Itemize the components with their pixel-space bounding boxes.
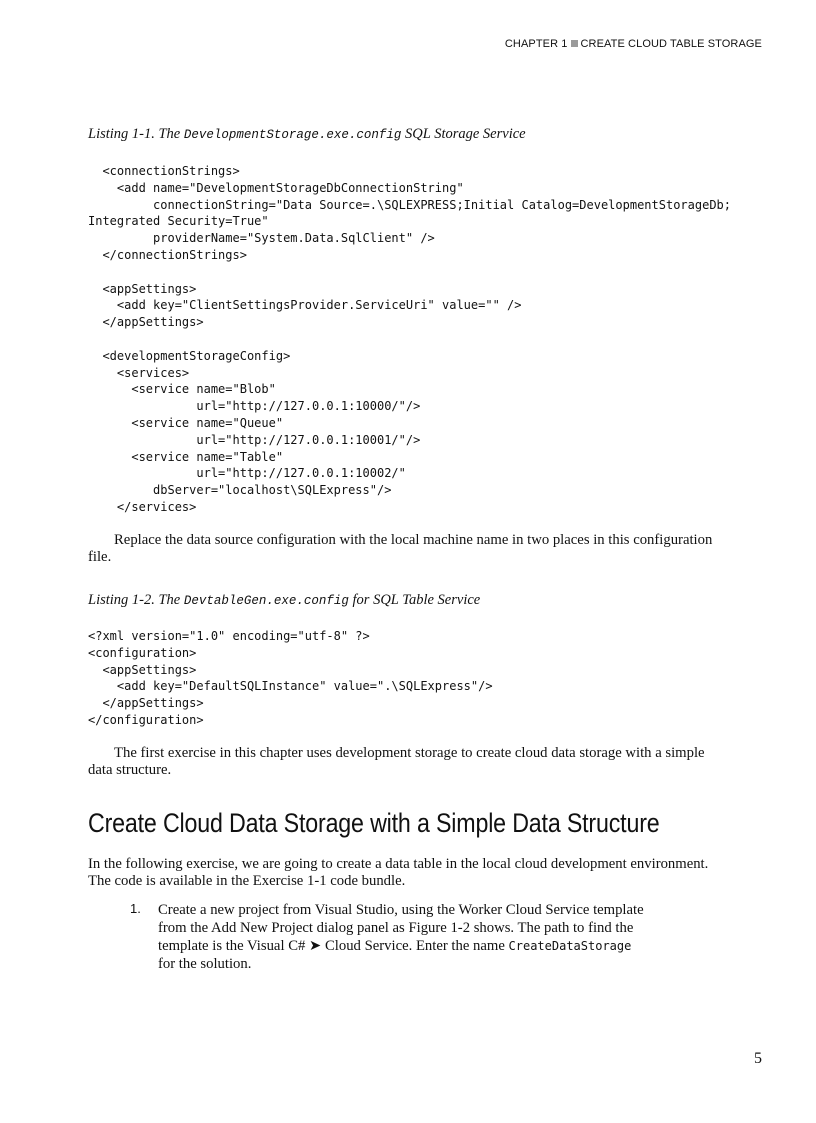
listing-1-filename: DevelopmentStorage.exe.config	[183, 128, 402, 142]
step-number: 1.	[130, 901, 141, 916]
listing-2-caption: Listing 1-2. The DevtableGen.exe.config for SQL Table Service	[88, 592, 481, 608]
code-listing-2: <?xml version="1.0" encoding="utf-8" ?> <configuration> <appSettings> <add key="DefaultSQLInstance" value=".\SQLExpress"/> </appSettings> </configuration>	[88, 629, 493, 727]
listing-1-caption: Listing 1-1. The DevelopmentStorage.exe.config SQL Storage Service	[88, 126, 526, 142]
section-heading: Create Cloud Data Storage with a Simple Data Structure	[88, 808, 660, 838]
solution-name-code: CreateDataStorage	[508, 939, 632, 953]
chapter-title: CREATE CLOUD TABLE STORAGE	[580, 38, 762, 50]
code-listing-1: <connectionStrings> <add name="DevelopmentStorageDbConnectionString" connectionString="Data Source=.\SQLEXPRESS;Initial Catalog=DevelopmentStorageDb; Integrated Security=True" providerName="System.Data.SqlClient" /> </connectionStrings> <appSettings> <add key="ClientSettingsProvider.ServiceUri" value="" /> </appSettings> <developmentStorageConfig> <services> <service name="Blob" url="http://127.0.0.1:10000/"/> <service name="Queue" url="http://127.0.0.1:10001/"/> <service name="Table" url="http://127.0.0.1:10002/" dbServer="localhost\SQLExpress"/> </services>	[88, 164, 731, 514]
square-bullet-icon	[571, 40, 578, 47]
paragraph-replace-data-source: Replace the data source configuration with the local machine name in two places in this configuration file.	[88, 532, 713, 566]
listing-2-filename: DevtableGen.exe.config	[183, 594, 349, 608]
running-header	[505, 38, 762, 50]
paragraph-first-exercise: The first exercise in this chapter uses development storage to create cloud data storage with a simple data structure.	[88, 745, 705, 779]
page-number: 5	[754, 1050, 762, 1067]
paragraph-intro-exercise: In the following exercise, we are going to create a data table in the local cloud development environment. The code is available in the Exercise 1-1 code bundle.	[88, 856, 709, 890]
chapter-label: CHAPTER 1	[504, 38, 568, 50]
step-text: Create a new project from Visual Studio, using the Worker Cloud Service template from the Add New Project dialog panel as Figure 1-2 shows. The path to find the template is the Visual C# ➤ Cloud Service. Enter the name CreateDataStorage for the solution.	[158, 902, 644, 972]
